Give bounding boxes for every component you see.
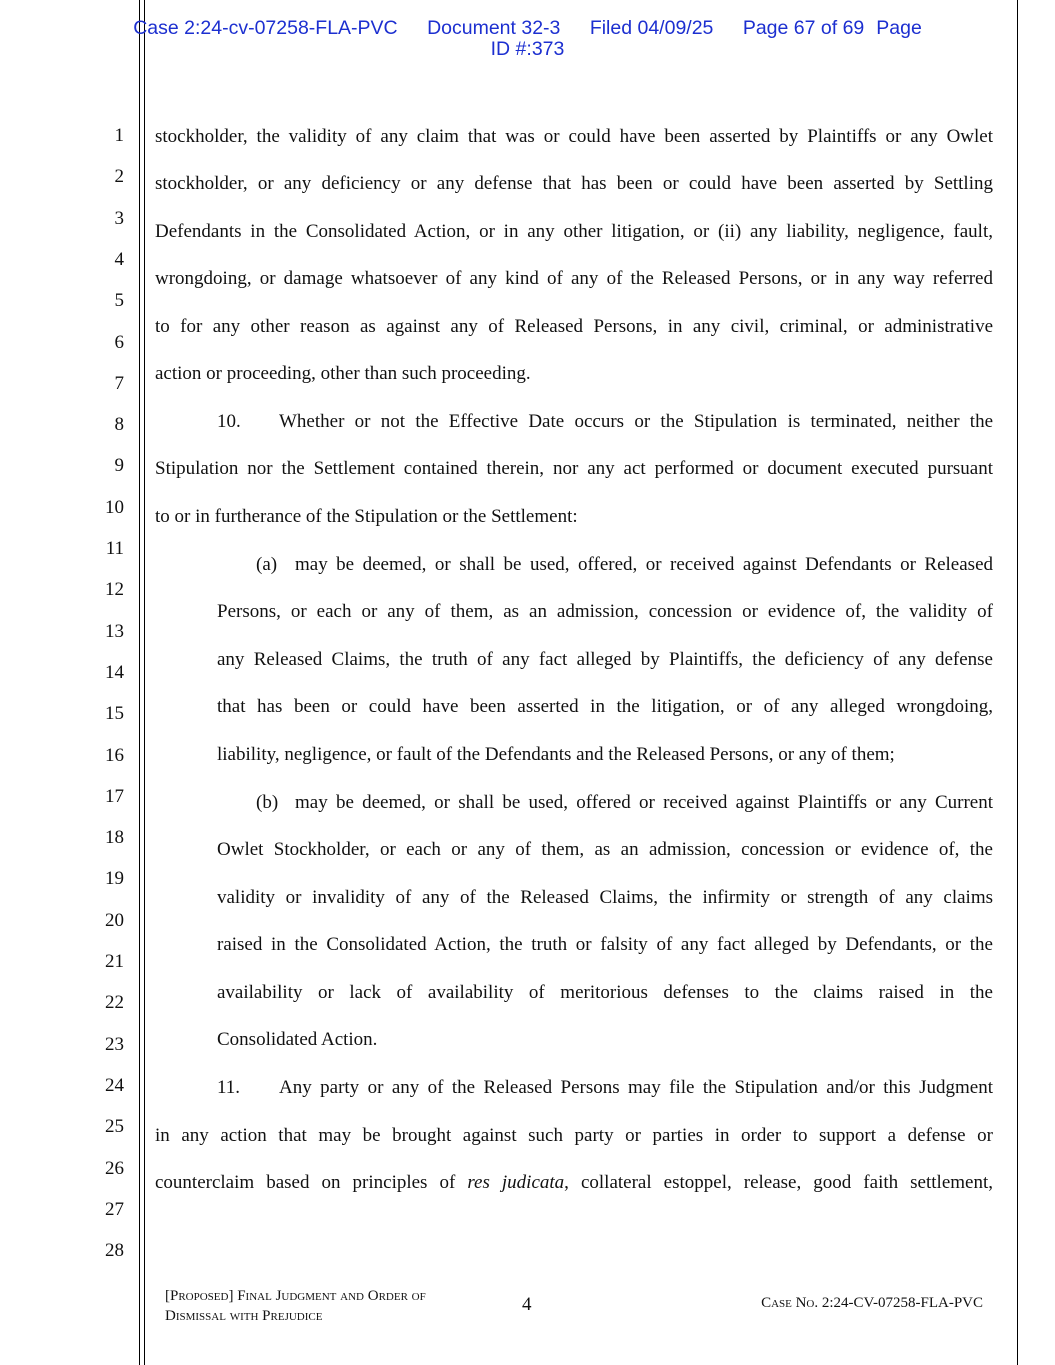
line-number: 5 — [114, 290, 124, 312]
right-margin-rule — [1017, 0, 1018, 1365]
text-line: action or proceeding, other than such proceeding. — [155, 363, 531, 384]
text-line: wrongdoing, or damage whatsoever of any kind of any of the Released Persons, or in any way referred — [155, 268, 993, 289]
text-line: in any action that may be brought against such party or parties in order to support a defense or — [155, 1125, 993, 1146]
footer-document-title — [165, 1286, 426, 1326]
header-case-number: Case 2:24-cv-07258-FLA-PVC — [133, 17, 398, 39]
line-number: 7 — [114, 372, 124, 394]
text-segment: , collateral estoppel, release, good faith settlement, — [564, 1172, 993, 1193]
subparagraph-label: (a) — [256, 554, 278, 575]
court-filing-header — [0, 18, 1055, 60]
line-number: 23 — [105, 1033, 124, 1055]
line-number: 18 — [105, 827, 124, 849]
header-page-id: ID #:373 — [490, 38, 565, 60]
line-number: 21 — [105, 951, 124, 972]
text-line: validity or invalidity of any of the Released Claims, the infirmity or strength of any claims — [217, 887, 993, 908]
subparagraph-text: may be deemed, or shall be used, offered, or received against Defendants or Released — [295, 554, 993, 575]
text-line: Persons, or each or any of them, as an admission, concession or evidence of, the validity of — [217, 601, 993, 622]
text-line: liability, negligence, or fault of the Defendants and the Released Persons, or any of them; — [217, 744, 895, 765]
subparagraph-a-first-line — [256, 553, 993, 577]
paragraph-text: Any party or any of the Released Persons may file the Stipulation and/or this Judgment — [279, 1077, 993, 1098]
header-document-number: Document 32-3 — [427, 17, 561, 39]
footer-case-number: Case No. 2:24-CV-07258-FLA-PVC — [761, 1295, 983, 1311]
line-number: 2 — [114, 166, 124, 188]
line-number: 12 — [105, 579, 124, 601]
line-number: 28 — [105, 1240, 124, 1262]
text-line: Owlet Stockholder, or each or any of them, as an admission, concession or evidence of, the — [217, 839, 993, 860]
line-number: 14 — [105, 661, 124, 683]
header-page-count: Page 67 of 69 — [742, 17, 865, 39]
text-line: Defendants in the Consolidated Action, or in any other litigation, or (ii) any liability, negligence, fault, — [155, 221, 993, 242]
line-number: 26 — [105, 1157, 124, 1179]
italic-term: res judicata — [467, 1172, 565, 1193]
text-line: Stipulation nor the Settlement contained therein, nor any act performed or document executed pursuant — [155, 458, 993, 479]
subparagraph-text: may be deemed, or shall be used, offered or received against Plaintiffs or any Current — [295, 792, 993, 813]
line-number: 27 — [105, 1198, 124, 1220]
paragraph-number: 11. — [217, 1077, 241, 1098]
line-number: 19 — [105, 868, 124, 890]
text-line: availability or lack of availability of meritorious defenses to the claims raised in the — [217, 982, 993, 1003]
line-number: 17 — [105, 785, 124, 807]
text-line: Consolidated Action. — [217, 1029, 378, 1050]
text-line: to for any other reason as against any of Released Persons, in any civil, criminal, or administrative — [155, 316, 993, 337]
footer-page-number: 4 — [522, 1294, 532, 1315]
paragraph-11-first-line — [217, 1076, 993, 1100]
text-segment: counterclaim based on principles of — [155, 1172, 468, 1193]
line-number: 9 — [114, 455, 124, 477]
text-line: stockholder, or any deficiency or any defense that has been or could have been asserted by Settling — [155, 173, 993, 194]
line-number: 15 — [105, 703, 124, 725]
line-number: 16 — [105, 744, 124, 766]
line-number: 11 — [105, 538, 124, 559]
text-line: raised in the Consolidated Action, the truth or falsity of any fact alleged by Defendants, or the — [217, 934, 993, 955]
footer-title-line: [Proposed] Final Judgment and Order of — [165, 1288, 426, 1304]
left-margin-rule-inner — [144, 0, 145, 1365]
line-number: 20 — [105, 909, 124, 931]
line-number: 1 — [114, 125, 124, 146]
text-line: stockholder, the validity of any claim that was or could have been asserted by Plaintiffs or any Owlet — [155, 126, 993, 147]
paragraph-10-first-line — [217, 410, 993, 434]
text-line: that has been or could have been asserted in the litigation, or of any alleged wrongdoing, — [217, 696, 993, 717]
subparagraph-b-first-line — [256, 791, 993, 815]
line-number: 24 — [105, 1074, 124, 1096]
line-number: 13 — [105, 620, 124, 642]
subparagraph-label: (b) — [256, 792, 279, 813]
header-filed-date: Filed 04/09/25 — [589, 17, 714, 39]
header-page-word: Page — [876, 17, 922, 39]
line-number: 6 — [114, 331, 124, 353]
line-number: 8 — [114, 414, 124, 436]
text-line — [155, 1171, 993, 1195]
line-number: 4 — [114, 248, 124, 270]
line-number: 25 — [105, 1116, 124, 1138]
left-margin-rule-outer — [139, 0, 140, 1365]
text-line: any Released Claims, the truth of any fact alleged by Plaintiffs, the deficiency of any defense — [217, 649, 993, 670]
footer-title-line: Dismissal with Prejudice — [165, 1308, 323, 1324]
paragraph-text: Whether or not the Effective Date occurs or the Stipulation is terminated, neither the — [279, 411, 993, 432]
text-line: to or in furtherance of the Stipulation or the Settlement: — [155, 506, 578, 527]
line-number: 22 — [105, 992, 124, 1014]
paragraph-number: 10. — [217, 411, 241, 432]
line-number: 3 — [114, 207, 124, 229]
line-number: 10 — [105, 496, 124, 518]
